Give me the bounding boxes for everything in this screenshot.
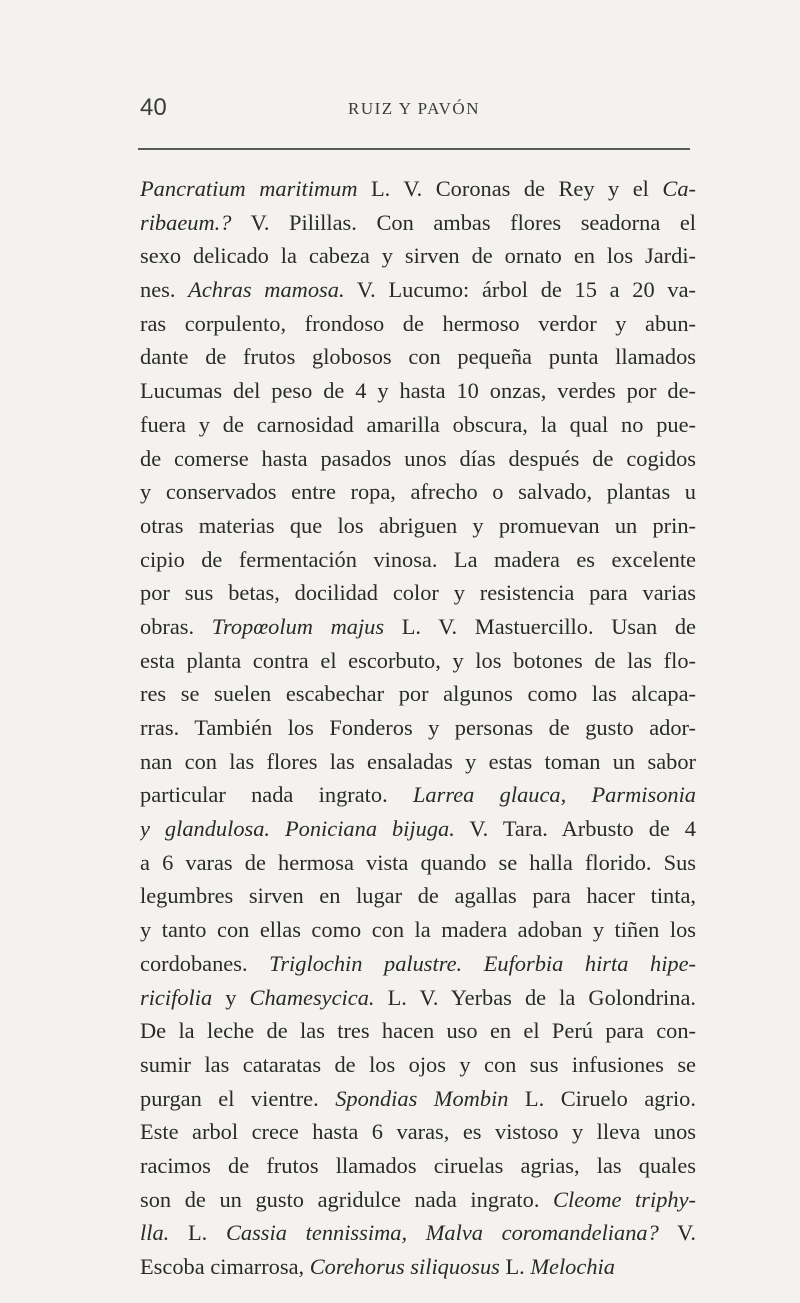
text-segment: a 6 varas de hermosa vista quando se halla florido. Sus bbox=[140, 849, 696, 875]
text-line bbox=[140, 778, 696, 812]
text-line bbox=[140, 1082, 696, 1116]
italic-text: ricifolia bbox=[140, 984, 213, 1010]
text-line bbox=[140, 947, 696, 981]
text-line bbox=[140, 1183, 696, 1217]
page-header bbox=[138, 92, 690, 154]
body-text bbox=[140, 172, 696, 1284]
text-segment: esta planta contra el escorbuto, y los botones de las flo- bbox=[140, 647, 696, 673]
text-line bbox=[140, 1115, 696, 1149]
text-line bbox=[140, 509, 696, 543]
text-segment: cordobanes. bbox=[140, 950, 270, 976]
text-segment: De la leche de las tres hacen uso en el Perú para con- bbox=[140, 1018, 696, 1044]
text-line bbox=[140, 172, 696, 206]
italic-text: Melochia bbox=[530, 1254, 615, 1279]
text-line bbox=[140, 206, 696, 240]
text-line bbox=[140, 913, 696, 947]
text-segment: y bbox=[212, 984, 250, 1010]
text-line bbox=[140, 812, 696, 846]
italic-text: Larrea glauca, Parmisonia bbox=[412, 782, 696, 808]
text-line bbox=[140, 442, 696, 476]
text-segment: purgan el vientre. bbox=[140, 1085, 336, 1111]
italic-text: Cleome triphy- bbox=[553, 1186, 696, 1212]
italic-text: Cassia tennissima, Malva coromandeliana? bbox=[225, 1220, 659, 1246]
text-line bbox=[140, 745, 696, 779]
text-line bbox=[140, 981, 696, 1015]
page-number: 40 bbox=[140, 94, 167, 121]
text-segment: sumir las cataratas de los ojos y con sus infusiones se bbox=[140, 1051, 696, 1077]
text-line bbox=[140, 408, 696, 442]
text-line bbox=[140, 879, 696, 913]
text-segment: fuera y de carnosidad amarilla obscura, la qual no pue- bbox=[140, 411, 696, 437]
text-segment: L. V. Mastuercillo. Usan de bbox=[384, 613, 696, 639]
italic-text: lla. bbox=[140, 1220, 170, 1246]
text-segment: L. Ciruelo agrio. bbox=[508, 1085, 696, 1111]
text-segment: cipio de fermentación vinosa. La madera es excelente bbox=[140, 546, 696, 572]
text-segment: son de un gusto agridulce nada ingrato. bbox=[140, 1186, 554, 1212]
italic-text: Tropœolum majus bbox=[211, 613, 385, 639]
text-segment: V. bbox=[658, 1220, 696, 1246]
text-line bbox=[140, 543, 696, 577]
text-line bbox=[140, 340, 696, 374]
italic-text: ribaeum.? bbox=[140, 209, 232, 235]
running-head: RUIZ Y PAVÓN bbox=[348, 99, 480, 118]
italic-text: Pancratium maritimum bbox=[140, 176, 358, 201]
text-line bbox=[140, 677, 696, 711]
text-line bbox=[140, 1048, 696, 1082]
text-segment: V. Pilillas. Con ambas flores seadorna el bbox=[231, 209, 696, 235]
header-rule bbox=[138, 148, 690, 150]
text-segment: nes. bbox=[140, 277, 189, 303]
text-segment: otras materias que los abriguen y promuevan un prin- bbox=[140, 512, 696, 538]
text-line bbox=[140, 610, 696, 644]
italic-text: y glandulosa. Poniciana bijuga. bbox=[140, 816, 455, 842]
text-segment: particular nada ingrato. bbox=[140, 782, 413, 808]
text-line bbox=[140, 307, 696, 341]
text-segment: dante de frutos globosos con pequeña punta llamados bbox=[140, 344, 696, 370]
text-segment: L. bbox=[169, 1220, 226, 1246]
text-line bbox=[140, 1216, 696, 1250]
text-line bbox=[140, 644, 696, 678]
italic-text: Triglochin palustre. Euforbia hirta hipe- bbox=[269, 950, 696, 976]
text-segment: ras corpulento, frondoso de hermoso verdor y abun- bbox=[140, 310, 696, 336]
italic-text: Achras mamosa. bbox=[188, 277, 345, 303]
text-line bbox=[140, 273, 696, 307]
italic-text: Spondias Mombin bbox=[335, 1085, 509, 1111]
text-segment: Escoba cimarrosa, bbox=[140, 1254, 310, 1279]
text-segment: por sus betas, docilidad color y resistencia para varias bbox=[140, 580, 696, 606]
text-segment: nan con las flores las ensaladas y estas toman un sabor bbox=[140, 748, 696, 774]
text-line bbox=[140, 1250, 696, 1284]
text-segment: obras. bbox=[140, 613, 212, 639]
italic-text: Ca- bbox=[662, 176, 696, 201]
text-segment: Lucumas del peso de 4 y hasta 10 onzas, verdes por de- bbox=[140, 378, 696, 404]
text-segment: sexo delicado la cabeza y sirven de ornato en los Jardi- bbox=[140, 243, 696, 269]
text-segment: legumbres sirven en lugar de agallas para hacer tinta, bbox=[140, 883, 696, 909]
text-segment: L. V. Yerbas de la Golondrina. bbox=[374, 984, 696, 1010]
text-segment: de comerse hasta pasados unos días después de cogidos bbox=[140, 445, 696, 471]
text-line bbox=[140, 239, 696, 273]
text-line bbox=[140, 1149, 696, 1183]
text-line bbox=[140, 475, 696, 509]
text-line bbox=[140, 1014, 696, 1048]
text-segment: L. V. Coronas de Rey y el bbox=[357, 176, 663, 201]
text-segment: Este arbol crece hasta 6 varas, es vistoso y lleva unos bbox=[140, 1119, 696, 1145]
text-segment: y conservados entre ropa, afrecho o salvado, plantas u bbox=[140, 479, 696, 505]
italic-text: Corehorus siliquosus bbox=[309, 1254, 500, 1279]
text-segment: V. Tara. Arbusto de 4 bbox=[454, 816, 696, 842]
text-segment: L. bbox=[499, 1254, 531, 1279]
text-line bbox=[140, 576, 696, 610]
text-line bbox=[140, 374, 696, 408]
text-segment: racimos de frutos llamados ciruelas agrias, las quales bbox=[140, 1152, 696, 1178]
text-segment: rras. También los Fonderos y personas de gusto ador- bbox=[140, 715, 696, 740]
text-segment: res se suelen escabechar por algunos como las alcapa- bbox=[140, 681, 696, 707]
text-line bbox=[140, 846, 696, 880]
text-line bbox=[140, 711, 696, 745]
text-segment: V. Lucumo: árbol de 15 a 20 va- bbox=[344, 277, 696, 303]
italic-text: Chamesycica. bbox=[249, 984, 375, 1010]
text-segment: y tanto con ellas como con la madera adoban y tiñen los bbox=[140, 917, 696, 943]
